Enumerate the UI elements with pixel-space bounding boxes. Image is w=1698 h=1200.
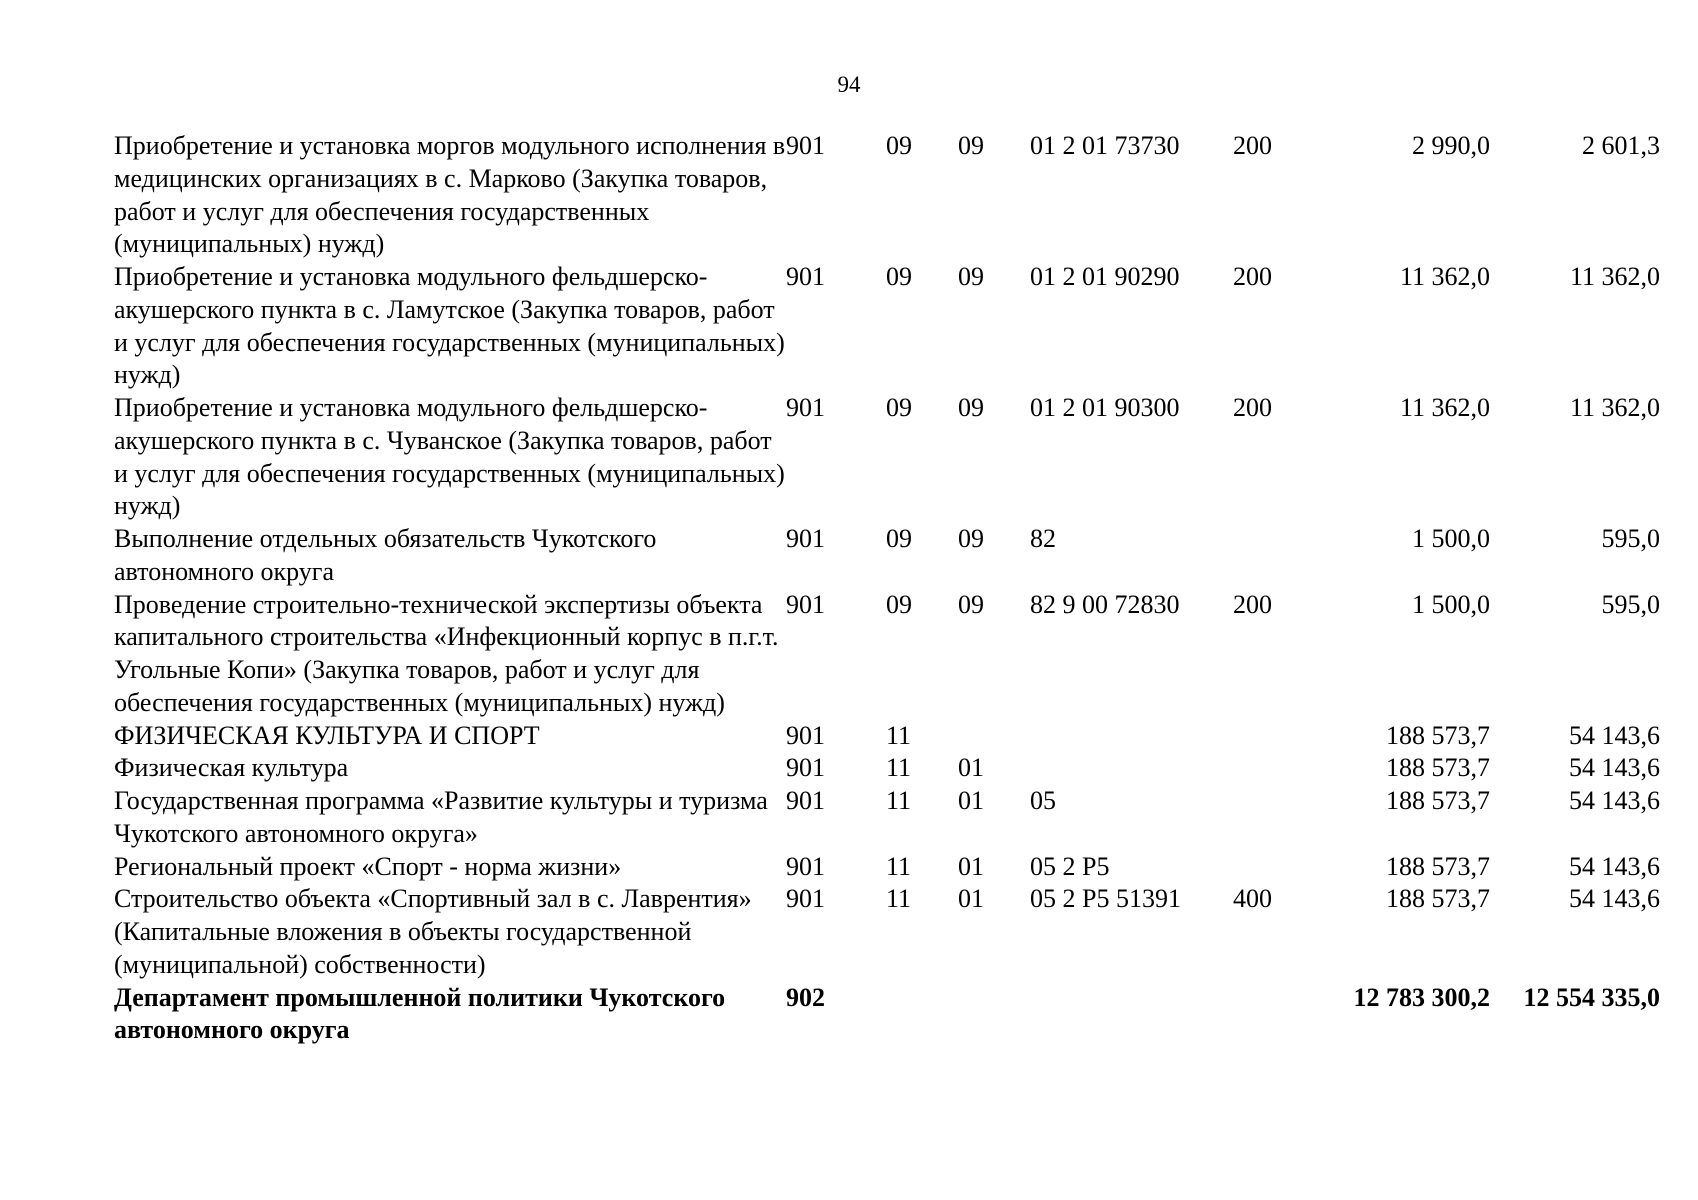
subsection-code: 09 bbox=[958, 524, 984, 553]
table-row bbox=[114, 523, 1660, 589]
planned-amount: 1 500,0 bbox=[1412, 524, 1490, 553]
expense-type-code: 200 bbox=[1233, 262, 1272, 291]
subsection-code: 09 bbox=[958, 589, 984, 619]
subsection-code: 01 bbox=[958, 884, 984, 914]
table-row bbox=[114, 589, 1660, 720]
table-row-total bbox=[114, 982, 1660, 1048]
executed-amount: 595,0 bbox=[1601, 589, 1660, 619]
expense-type-code: 200 bbox=[1233, 393, 1272, 422]
executed-amount: 54 143,6 bbox=[1569, 720, 1660, 750]
planned-amount: 188 573,7 bbox=[1386, 884, 1490, 914]
item-name: Приобретение и установка модульного фельдшерско-акушерского пункта в с. Чуванское (Закупка товаров, работ и услуг для обеспечения государственных (муниципальных) нужд) bbox=[114, 393, 785, 521]
target-article-code: 01 2 01 90290 bbox=[1030, 262, 1180, 291]
section-code: 09 bbox=[886, 262, 912, 291]
section-code: 09 bbox=[886, 524, 912, 553]
executed-amount: 11 362,0 bbox=[1569, 393, 1660, 422]
target-article-code: 01 2 01 90300 bbox=[1030, 393, 1180, 422]
executed-amount: 12 554 335,0 bbox=[1523, 982, 1660, 1012]
planned-amount: 188 573,7 bbox=[1386, 753, 1490, 783]
grbs-code: 901 bbox=[786, 131, 825, 160]
executed-amount: 2 601,3 bbox=[1582, 131, 1660, 160]
table-row bbox=[114, 785, 1660, 851]
subsection-code: 09 bbox=[958, 393, 984, 422]
table-row bbox=[114, 261, 1660, 392]
target-article-code: 01 2 01 73730 bbox=[1030, 131, 1180, 160]
section-code: 09 bbox=[886, 393, 912, 422]
section-code: 11 bbox=[886, 720, 912, 750]
target-article-code: 05 bbox=[1030, 786, 1056, 815]
subsection-code: 01 bbox=[958, 753, 984, 783]
table-row bbox=[114, 720, 1660, 753]
executed-amount: 595,0 bbox=[1601, 524, 1660, 553]
subsection-code: 01 bbox=[958, 786, 984, 815]
item-name: Физическая культура bbox=[114, 753, 349, 783]
subsection-code: 09 bbox=[958, 131, 984, 160]
table-row bbox=[114, 752, 1660, 785]
planned-amount: 1 500,0 bbox=[1412, 589, 1490, 619]
item-name: Приобретение и установка модульного фельдшерско-акушерского пункта в с. Ламутское (Закупка товаров, работ и услуг для обеспечения государственных (муниципальных) нужд) bbox=[114, 262, 785, 390]
section-code: 11 bbox=[886, 884, 912, 914]
executed-amount: 54 143,6 bbox=[1569, 786, 1660, 815]
section-code: 11 bbox=[886, 851, 912, 881]
item-name: Государственная программа «Развитие культуры и туризма Чукотского автономного округа» bbox=[114, 786, 768, 848]
planned-amount: 188 573,7 bbox=[1386, 786, 1490, 815]
planned-amount: 12 783 300,2 bbox=[1353, 982, 1490, 1012]
grbs-code: 901 bbox=[786, 720, 825, 750]
item-name: Проведение строительно-технической экспертизы объекта капитального строительства «Инфекционный корпус в п.г.т. Угольные Копи» (Закупка товаров, работ и услуг для обеспечения государственных (муниципальных) нужд) bbox=[114, 589, 779, 717]
grbs-code: 901 bbox=[786, 753, 825, 783]
planned-amount: 11 362,0 bbox=[1399, 393, 1490, 422]
subsection-code: 09 bbox=[958, 262, 984, 291]
expense-type-code: 200 bbox=[1233, 131, 1272, 160]
executed-amount: 54 143,6 bbox=[1569, 884, 1660, 914]
grbs-code: 901 bbox=[786, 589, 825, 619]
item-name: Строительство объекта «Спортивный зал в с. Лаврентия» (Капитальные вложения в объекты государственной (муниципальной) собственности) bbox=[114, 884, 752, 979]
grbs-code: 901 bbox=[786, 393, 825, 422]
planned-amount: 11 362,0 bbox=[1399, 262, 1490, 291]
expense-type-code: 200 bbox=[1233, 589, 1272, 619]
planned-amount: 188 573,7 bbox=[1386, 851, 1490, 881]
table-row bbox=[114, 130, 1660, 261]
item-name: Приобретение и установка моргов модульного исполнения в медицинских организациях в с. Марково (Закупка товаров, работ и услуг для обеспечения государственных (муниципальных) нужд) bbox=[114, 131, 786, 259]
target-article-code: 82 9 00 72830 bbox=[1030, 589, 1180, 619]
grbs-code: 901 bbox=[786, 884, 825, 914]
target-article-code: 05 2 P5 bbox=[1030, 851, 1110, 881]
expense-type-code: 400 bbox=[1233, 884, 1272, 914]
table-row bbox=[114, 392, 1660, 523]
target-article-code: 82 bbox=[1030, 524, 1056, 553]
planned-amount: 2 990,0 bbox=[1412, 131, 1490, 160]
executed-amount: 54 143,6 bbox=[1569, 753, 1660, 783]
section-code: 09 bbox=[886, 131, 912, 160]
grbs-code: 901 bbox=[786, 851, 825, 881]
section-code: 11 bbox=[886, 753, 912, 783]
item-name: Региональный проект «Спорт - норма жизни» bbox=[114, 851, 622, 881]
item-name: Выполнение отдельных обязательств Чукотского автономного округа bbox=[114, 524, 657, 586]
page-number: 94 bbox=[837, 72, 861, 97]
subsection-code: 01 bbox=[958, 851, 984, 881]
budget-table bbox=[114, 130, 1660, 1047]
section-code: 09 bbox=[886, 589, 912, 619]
table-row bbox=[114, 851, 1660, 884]
grbs-code: 902 bbox=[786, 982, 825, 1012]
item-name: ФИЗИЧЕСКАЯ КУЛЬТУРА И СПОРТ bbox=[114, 720, 540, 750]
target-article-code: 05 2 P5 51391 bbox=[1030, 884, 1181, 914]
item-name: Департамент промышленной политики Чукотского автономного округа bbox=[114, 982, 726, 1045]
table-row bbox=[114, 883, 1660, 981]
grbs-code: 901 bbox=[786, 262, 825, 291]
grbs-code: 901 bbox=[786, 524, 825, 553]
planned-amount: 188 573,7 bbox=[1386, 720, 1490, 750]
executed-amount: 11 362,0 bbox=[1569, 262, 1660, 291]
section-code: 11 bbox=[886, 786, 912, 815]
executed-amount: 54 143,6 bbox=[1569, 851, 1660, 881]
grbs-code: 901 bbox=[786, 786, 825, 815]
